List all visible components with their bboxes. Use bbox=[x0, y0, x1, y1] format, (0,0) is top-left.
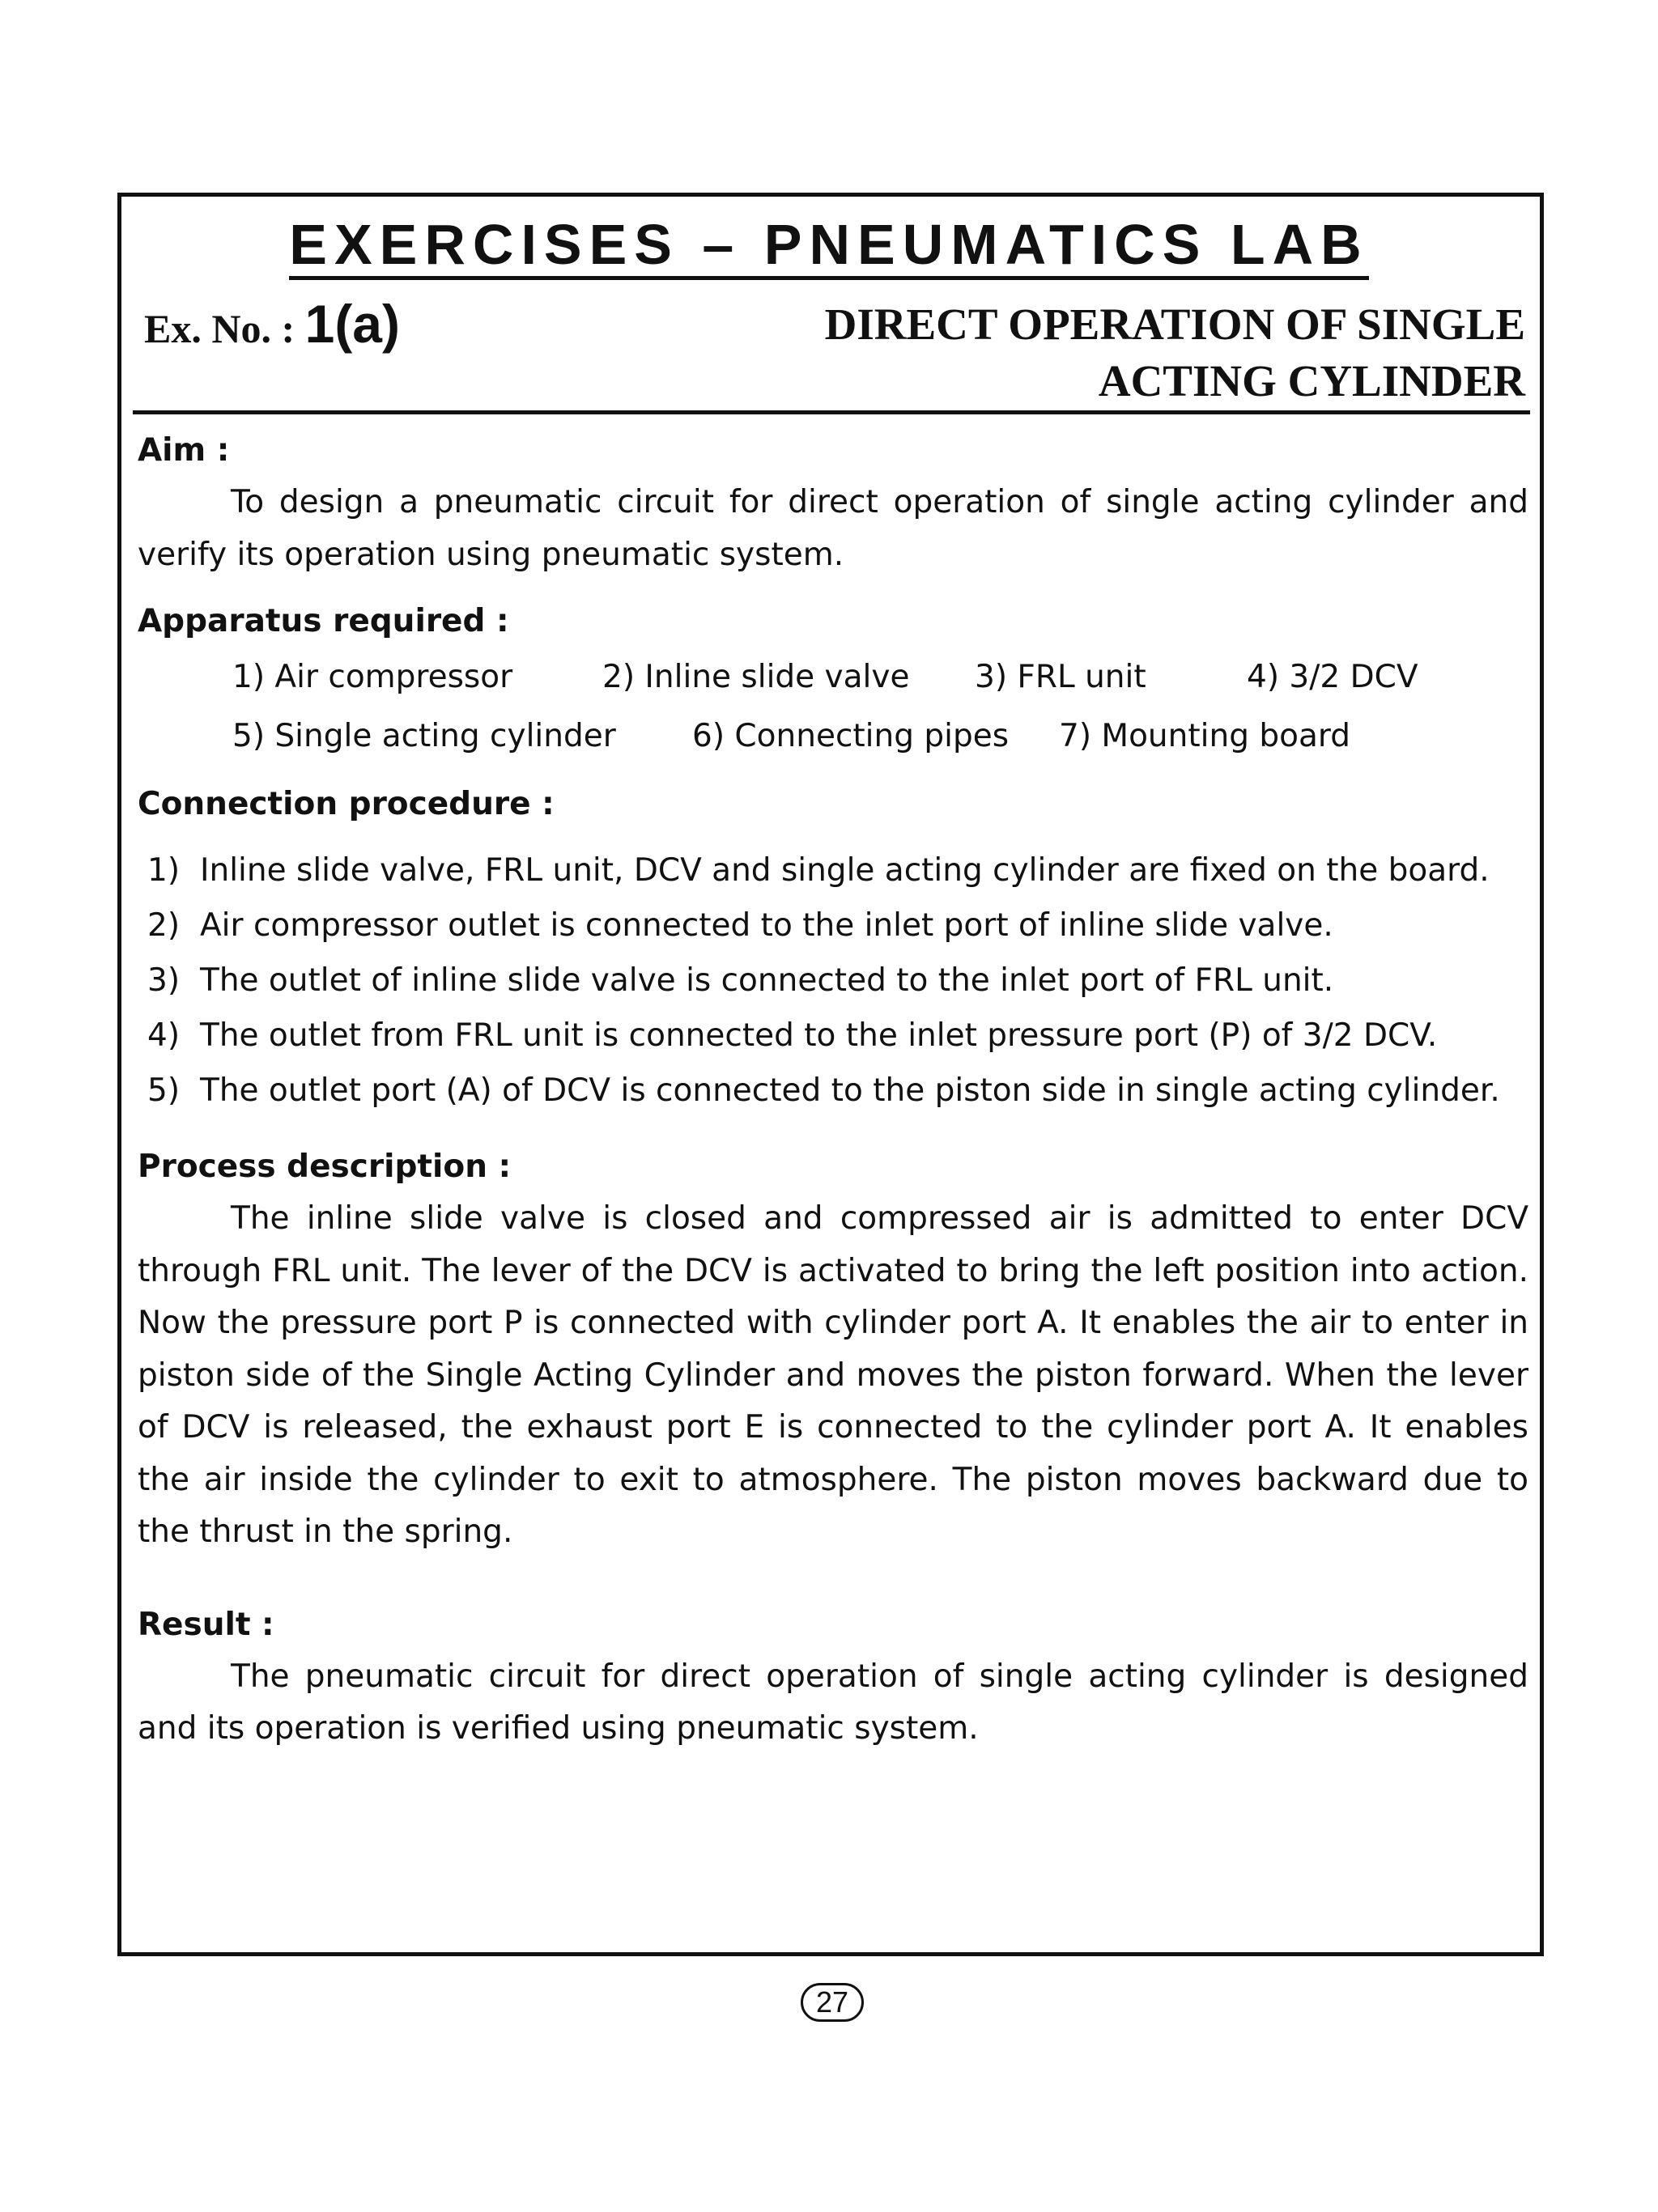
connection-step bbox=[138, 953, 1528, 1008]
connection-heading: Connection procedure : bbox=[138, 786, 555, 822]
apparatus-item: 3) FRL unit bbox=[975, 659, 1146, 695]
exercise-title-line2: ACTING CYLINDER bbox=[1098, 356, 1525, 405]
process-text: The inline slide valve is closed and compressed air is admitted to enter DCV through FRL unit. The lever of the DCV is activated to bring the left position into action. Now the pressure port P is connected with cylinder port A. It enables the air to enter in piston side of the Single Acting Cylinder and moves the piston forward. When the lever of DCV is released, the exhaust port E is connected to the cylinder port A. It enables the air inside the cylinder to exit to atmosphere. The piston moves backward due to the thrust in the spring. bbox=[138, 1200, 1528, 1550]
step-number: 3) bbox=[147, 962, 181, 999]
apparatus-row-2 bbox=[138, 707, 1528, 766]
connection-step bbox=[138, 843, 1528, 898]
result-heading: Result : bbox=[138, 1606, 274, 1643]
page-number: 27 bbox=[801, 1983, 864, 2022]
page-title bbox=[0, 212, 1658, 277]
step-number: 5) bbox=[147, 1072, 181, 1109]
step-text: The outlet of inline slide valve is connected to the inlet port of FRL unit. bbox=[200, 962, 1334, 999]
content-body bbox=[138, 425, 1528, 1756]
apparatus-row-1 bbox=[138, 647, 1528, 707]
exercise-title bbox=[554, 296, 1525, 410]
aim-text: To design a pneumatic circuit for direct operation of single acting cylinder and verify its operation using pneumatic system. bbox=[138, 484, 1528, 573]
apparatus-item: 7) Mounting board bbox=[1059, 718, 1350, 754]
page-title-text: EXERCISES – PNEUMATICS LAB bbox=[289, 213, 1368, 280]
connection-step bbox=[138, 898, 1528, 953]
exercise-number-label: Ex. No. : bbox=[144, 306, 305, 351]
step-number: 2) bbox=[147, 907, 181, 944]
aim-heading: Aim : bbox=[138, 432, 230, 469]
connection-steps bbox=[138, 843, 1528, 1119]
step-text: The outlet from FRL unit is connected to the inlet pressure port (P) of 3/2 DCV. bbox=[200, 1017, 1438, 1054]
step-text: Air compressor outlet is connected to the inlet port of inline slide valve. bbox=[200, 907, 1333, 944]
step-number: 1) bbox=[147, 852, 181, 889]
header-divider bbox=[133, 410, 1530, 414]
exercise-number bbox=[144, 291, 400, 361]
process-heading: Process description : bbox=[138, 1148, 512, 1185]
connection-section bbox=[138, 779, 1528, 1119]
step-number: 4) bbox=[147, 1017, 181, 1054]
step-text: The outlet port (A) of DCV is connected to the piston side in single acting cylinder. bbox=[200, 1072, 1500, 1109]
aim-section bbox=[138, 425, 1528, 581]
exercise-number-value: 1(a) bbox=[304, 294, 400, 354]
apparatus-section bbox=[138, 596, 1528, 766]
apparatus-item: 5) Single acting cylinder bbox=[232, 718, 616, 754]
apparatus-heading: Apparatus required : bbox=[138, 603, 509, 639]
apparatus-item: 2) Inline slide valve bbox=[602, 659, 910, 695]
connection-step bbox=[138, 1008, 1528, 1064]
result-text: The pneumatic circuit for direct operation of single acting cylinder is designed and its operation is verified using pneumatic system. bbox=[138, 1658, 1528, 1747]
apparatus-item: 1) Air compressor bbox=[232, 659, 513, 695]
result-section bbox=[138, 1599, 1528, 1756]
process-section bbox=[138, 1141, 1528, 1559]
exercise-title-line1: DIRECT OPERATION OF SINGLE bbox=[824, 299, 1525, 349]
connection-step bbox=[138, 1064, 1528, 1119]
apparatus-item: 6) Connecting pipes bbox=[692, 718, 1010, 754]
apparatus-item: 4) 3/2 DCV bbox=[1247, 659, 1418, 695]
step-text: Inline slide valve, FRL unit, DCV and single acting cylinder are fixed on the board. bbox=[200, 852, 1490, 889]
